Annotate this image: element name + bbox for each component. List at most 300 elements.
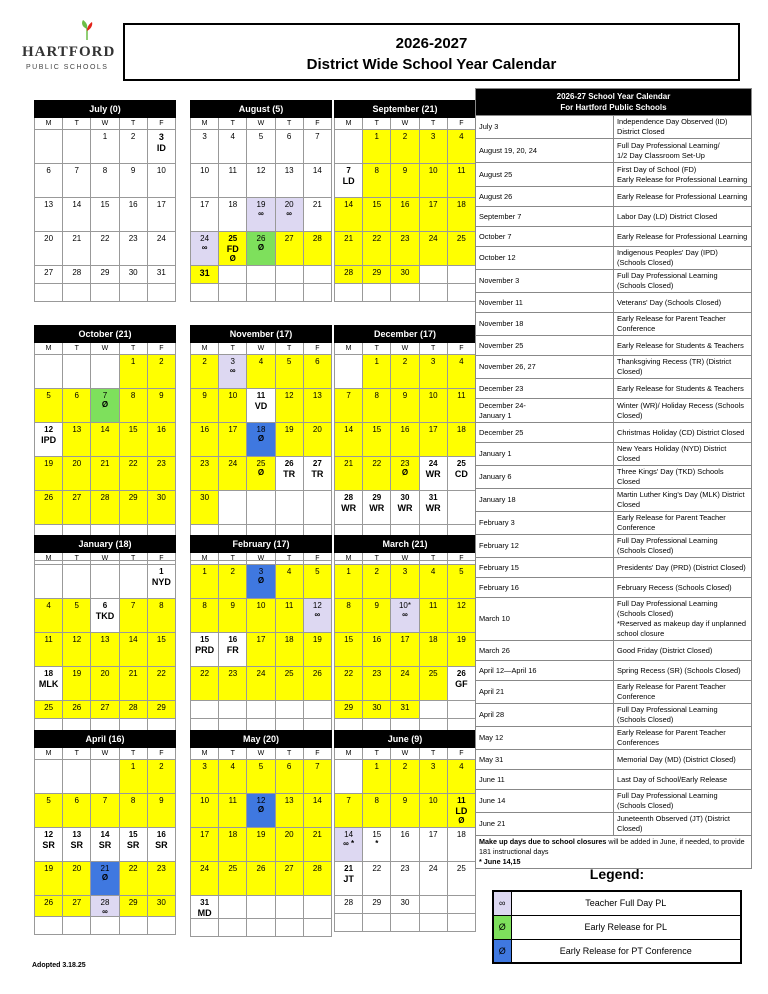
day-cell [247, 389, 275, 423]
weekday-label: W [247, 118, 275, 130]
event-description [614, 727, 752, 750]
day-number: 12 [72, 635, 82, 644]
day-number: 29 [100, 268, 110, 277]
day-cell [35, 355, 63, 389]
day-number: 27 [100, 703, 110, 712]
event-date [476, 466, 614, 489]
day-cell [191, 355, 219, 389]
legend-row [493, 915, 741, 939]
blank-cell [363, 914, 391, 932]
event-date-text: August 26 [479, 191, 513, 201]
day-number: 7 [102, 391, 108, 400]
day-cell [419, 565, 447, 599]
weekday-label: F [147, 748, 175, 760]
day-number: 25 [456, 234, 466, 243]
day-cell [91, 794, 119, 828]
day-number: 4 [230, 132, 235, 141]
day-cell [147, 266, 175, 284]
day-cell [91, 599, 119, 633]
day-cell [35, 667, 63, 701]
day-number: 12 [44, 425, 54, 434]
event-date-text: July 3 [479, 122, 499, 131]
day-code: NYD [151, 577, 171, 587]
day-cell [119, 355, 147, 389]
day-cell [275, 198, 303, 232]
event-description [614, 423, 752, 443]
event-date-text: May 12 [479, 733, 504, 742]
day-cell [147, 457, 175, 491]
event-date [476, 661, 614, 681]
day-number: 14 [312, 166, 322, 175]
day-number: 19 [456, 635, 466, 644]
day-cell [335, 896, 363, 914]
day-cell [363, 862, 391, 896]
day-cell [35, 389, 63, 423]
day-number: 25 [228, 234, 238, 243]
event-row [476, 443, 752, 466]
day-number: 5 [74, 601, 79, 610]
event-row [476, 423, 752, 443]
event-date-text: December 24- [479, 400, 526, 410]
day-cell [363, 565, 391, 599]
day-cell [247, 565, 275, 599]
day-cell [363, 423, 391, 457]
day-cell [191, 599, 219, 633]
day-cell [275, 389, 303, 423]
day-number: 16 [156, 425, 166, 434]
month-header: April (16) [35, 731, 176, 748]
day-number: 1 [346, 567, 351, 576]
day-cell [191, 828, 219, 862]
day-number: 8 [159, 601, 164, 610]
event-date-text: November 11 [479, 297, 523, 307]
day-number: 8 [130, 796, 136, 805]
day-cell [335, 457, 363, 491]
day-cell [247, 599, 275, 633]
day-cell [419, 266, 447, 284]
events-header [476, 89, 752, 116]
month-february [190, 535, 332, 737]
weekday-label: M [35, 118, 63, 130]
day-number: 13 [72, 830, 82, 839]
day-cell [335, 130, 363, 164]
day-cell [191, 198, 219, 232]
day-code: TR [311, 469, 324, 479]
day-cell [119, 828, 147, 862]
event-row [476, 356, 752, 379]
asterisk-mark: * [375, 839, 379, 848]
day-cell [275, 355, 303, 389]
day-number: 27 [72, 493, 82, 502]
day-number: 21 [72, 234, 82, 243]
day-cell [391, 828, 419, 862]
day-number: 15 [344, 635, 354, 644]
day-number: 23 [400, 459, 410, 468]
day-number: 23 [400, 234, 410, 243]
day-cell [419, 355, 447, 389]
day-cell [219, 423, 247, 457]
hartford-logo [18, 14, 118, 80]
day-number: 15 [128, 425, 138, 434]
day-number: 25 [428, 669, 438, 678]
event-date [476, 681, 614, 704]
day-cell [219, 862, 247, 896]
day-cell [419, 896, 447, 914]
day-cell [63, 232, 91, 266]
day-number: 20 [72, 459, 82, 468]
blank-cell [303, 919, 331, 937]
event-date-text: January 6 [479, 472, 512, 481]
day-cell [247, 232, 275, 266]
day-cell [91, 423, 119, 457]
infinity-icon: ∞ [402, 610, 408, 619]
event-date [476, 558, 614, 578]
day-number: 23 [128, 234, 138, 243]
event-description [614, 813, 752, 836]
event-row [476, 681, 752, 704]
month-header: June (9) [335, 731, 476, 748]
day-cell [191, 266, 219, 284]
day-cell [303, 164, 331, 198]
day-number: 28 [72, 268, 82, 277]
event-date-text: June 11 [479, 774, 505, 784]
day-cell [247, 862, 275, 896]
day-number: 23 [156, 864, 166, 873]
weekday-label: T [119, 748, 147, 760]
day-number: 14 [344, 425, 354, 434]
day-number: 18 [428, 635, 438, 644]
event-desc-text: Independence Day Observed (ID) District Closed [617, 117, 728, 136]
adopted-date: Adopted 3.18.25 [32, 962, 86, 969]
day-cell [335, 794, 363, 828]
day-number: 27 [44, 268, 54, 277]
day-cell [91, 198, 119, 232]
day-code: LD [342, 176, 355, 186]
day-cell [303, 266, 331, 284]
weekday-label: T [275, 553, 303, 565]
day-number: 10 [228, 391, 238, 400]
day-number: 14 [100, 425, 110, 434]
day-cell [119, 565, 147, 599]
day-number: 13 [284, 796, 294, 805]
day-cell [247, 701, 275, 719]
day-number: 30 [400, 898, 410, 907]
day-number: 16 [200, 425, 210, 434]
day-number: 11 [457, 391, 466, 400]
day-number: 9 [402, 166, 408, 175]
day-cell [119, 423, 147, 457]
blank-cell [335, 284, 363, 302]
half-circle-icon: Ø [257, 243, 265, 252]
day-cell [147, 565, 175, 599]
event-description [614, 139, 752, 163]
day-number: 8 [374, 391, 379, 400]
event-row [476, 207, 752, 227]
day-number: 19 [44, 864, 54, 873]
day-code: JT [343, 874, 354, 884]
day-number: 1 [374, 357, 379, 366]
event-date [476, 336, 614, 356]
day-cell [119, 896, 147, 917]
day-number: 31 [199, 268, 210, 278]
event-row [476, 116, 752, 139]
weekday-label: T [63, 343, 91, 355]
day-number: 15 [100, 200, 110, 209]
day-number: 3 [158, 132, 164, 142]
day-number: 28 [100, 493, 110, 502]
day-number: 7 [315, 132, 320, 141]
day-cell [91, 266, 119, 284]
day-number: 26 [312, 669, 322, 678]
event-description [614, 336, 752, 356]
day-number: 26 [284, 459, 294, 468]
day-number: 24 [228, 459, 238, 468]
event-desc-text: Juneteenth Observed (JT) (District Closed) [617, 814, 730, 833]
makeup-note-text: will be added in June, if needed, to provide 181 instructional days [479, 837, 745, 856]
infinity-icon: ∞ * [343, 839, 355, 848]
day-cell [335, 389, 363, 423]
event-desc-text: Spring Recess (SR) (Schools Closed) [617, 665, 741, 675]
event-description [614, 270, 752, 293]
event-date [476, 187, 614, 207]
day-cell [219, 701, 247, 719]
day-number: 26 [72, 703, 82, 712]
day-cell [363, 355, 391, 389]
day-number: 19 [312, 635, 322, 644]
day-cell [391, 896, 419, 914]
day-number: 19 [72, 669, 82, 678]
day-cell [63, 491, 91, 525]
day-cell [147, 794, 175, 828]
day-cell [119, 130, 147, 164]
day-number: 23 [400, 864, 410, 873]
day-number: 29 [372, 268, 382, 277]
day-cell [63, 599, 91, 633]
event-row [476, 163, 752, 187]
day-number: 7 [130, 601, 136, 610]
day-cell [363, 667, 391, 701]
day-cell [247, 457, 275, 491]
legend-row [493, 891, 741, 915]
day-number: 26 [44, 898, 54, 907]
day-number: 21 [344, 864, 354, 873]
legend-label: Teacher Full Day PL [511, 891, 741, 915]
day-number: 28 [128, 703, 138, 712]
event-date [476, 379, 614, 399]
day-number: 1 [374, 132, 379, 141]
day-cell [91, 760, 119, 794]
event-date-text: May 31 [479, 754, 504, 764]
event-desc-text: Full Day Professional Learning (Schools Closed) [617, 536, 718, 555]
day-cell [275, 896, 303, 919]
day-cell [219, 633, 247, 667]
day-number: 28 [312, 234, 322, 243]
event-desc-text: Labor Day (LD) District Closed [617, 211, 718, 221]
day-number: 25 [456, 459, 466, 468]
day-cell [419, 389, 447, 423]
day-number: 27 [284, 864, 294, 873]
day-cell [275, 232, 303, 266]
event-date-text: February 12 [479, 541, 519, 550]
day-number: 11 [256, 391, 266, 400]
event-desc-text: February Recess (Schools Closed) [617, 582, 732, 592]
day-number: 2 [402, 762, 408, 771]
blank-cell [247, 284, 275, 302]
day-number: 7 [315, 762, 320, 771]
day-number: 22 [344, 669, 354, 678]
weekday-label: T [275, 748, 303, 760]
event-date [476, 270, 614, 293]
day-number: 28 [344, 898, 354, 907]
day-cell [35, 701, 63, 719]
event-row [476, 558, 752, 578]
day-cell [147, 164, 175, 198]
event-desc-text: Early Release for Professional Learning [617, 174, 748, 184]
day-number: 11 [44, 635, 53, 644]
day-cell [303, 633, 331, 667]
blank-cell [35, 284, 63, 302]
event-row [476, 466, 752, 489]
day-cell [247, 667, 275, 701]
day-cell [335, 491, 363, 525]
event-desc-text: Early Release for Parent Teacher Conference [617, 682, 726, 701]
day-cell [63, 862, 91, 896]
half-circle-icon: Ø [401, 468, 409, 477]
day-cell [275, 701, 303, 719]
day-cell [191, 862, 219, 896]
makeup-note-june: * June 14,15 [479, 857, 521, 866]
day-cell [219, 828, 247, 862]
month-december [334, 325, 476, 561]
blank-cell [147, 917, 175, 935]
day-number: 3 [202, 762, 207, 771]
day-cell [219, 760, 247, 794]
day-number: 29 [344, 703, 354, 712]
event-row [476, 704, 752, 727]
day-cell [219, 457, 247, 491]
day-number: 5 [258, 132, 264, 141]
event-date [476, 313, 614, 336]
day-number: 12 [312, 601, 322, 610]
day-cell [303, 355, 331, 389]
day-cell [275, 164, 303, 198]
event-desc-text: Good Friday (District Closed) [617, 645, 713, 655]
blank-cell [303, 284, 331, 302]
day-number: 5 [258, 762, 264, 771]
day-number: 21 [312, 200, 322, 209]
day-number: 31 [200, 898, 210, 907]
event-row [476, 770, 752, 790]
day-code: WR [425, 503, 441, 513]
day-cell [147, 423, 175, 457]
day-number: 2 [159, 357, 164, 366]
day-cell [219, 667, 247, 701]
event-row [476, 598, 752, 641]
event-description [614, 293, 752, 313]
day-cell [335, 862, 363, 896]
event-desc-text: New Years Holiday (NYD) District Closed [617, 444, 727, 463]
day-number: 2 [402, 132, 408, 141]
day-number: 30 [200, 493, 210, 502]
event-date [476, 207, 614, 227]
day-cell [63, 266, 91, 284]
event-description [614, 535, 752, 558]
day-number: 27 [312, 459, 322, 468]
day-number: 20 [44, 234, 54, 243]
month-november [190, 325, 332, 561]
day-cell [275, 828, 303, 862]
weekday-label: W [247, 748, 275, 760]
weekday-label: M [35, 748, 63, 760]
day-cell [63, 164, 91, 198]
day-cell [63, 423, 91, 457]
day-number: 18 [284, 635, 294, 644]
day-cell [219, 491, 247, 525]
day-cell [63, 760, 91, 794]
day-cell [419, 828, 447, 862]
day-cell [303, 389, 331, 423]
day-cell [91, 164, 119, 198]
event-description [614, 356, 752, 379]
event-desc-text: Full Day Professional Learning/ [617, 140, 720, 150]
day-cell [219, 389, 247, 423]
day-code: ID [156, 143, 166, 153]
event-row [476, 270, 752, 293]
day-cell [447, 130, 475, 164]
day-cell [119, 633, 147, 667]
day-cell [219, 198, 247, 232]
infinity-icon: ∞ [201, 243, 208, 252]
weekday-label: F [303, 748, 331, 760]
month-july [34, 100, 176, 302]
day-cell [147, 828, 175, 862]
month-header: September (21) [335, 101, 476, 118]
event-description [614, 598, 752, 641]
weekday-label: F [303, 343, 331, 355]
day-cell [335, 266, 363, 284]
day-cell [219, 599, 247, 633]
event-row [476, 641, 752, 661]
event-date [476, 139, 614, 163]
events-table [475, 88, 752, 869]
month-header: May (20) [191, 731, 332, 748]
day-cell [363, 457, 391, 491]
day-cell [191, 232, 219, 266]
day-code: WR [369, 503, 385, 513]
day-cell [247, 164, 275, 198]
event-description [614, 790, 752, 813]
event-row [476, 578, 752, 598]
event-date [476, 704, 614, 727]
weekday-label: F [447, 553, 475, 565]
month-header: July (0) [35, 101, 176, 118]
title-box [123, 23, 740, 81]
day-number: 30 [400, 268, 410, 277]
day-cell [391, 794, 419, 828]
day-cell [447, 760, 475, 794]
day-cell [391, 760, 419, 794]
day-number: 22 [156, 669, 166, 678]
event-date-text: April 21 [479, 687, 505, 696]
event-date-text: November 26, 27 [479, 362, 536, 371]
day-cell [447, 232, 475, 266]
day-number: 8 [374, 166, 379, 175]
day-cell [275, 423, 303, 457]
blank-cell [419, 914, 447, 932]
event-desc-text: Veterans' Day (Schools Closed) [617, 297, 722, 307]
day-number: 1 [374, 762, 379, 771]
event-desc-text: Thanksgiving Recess (TR) (District Closed) [617, 357, 732, 376]
